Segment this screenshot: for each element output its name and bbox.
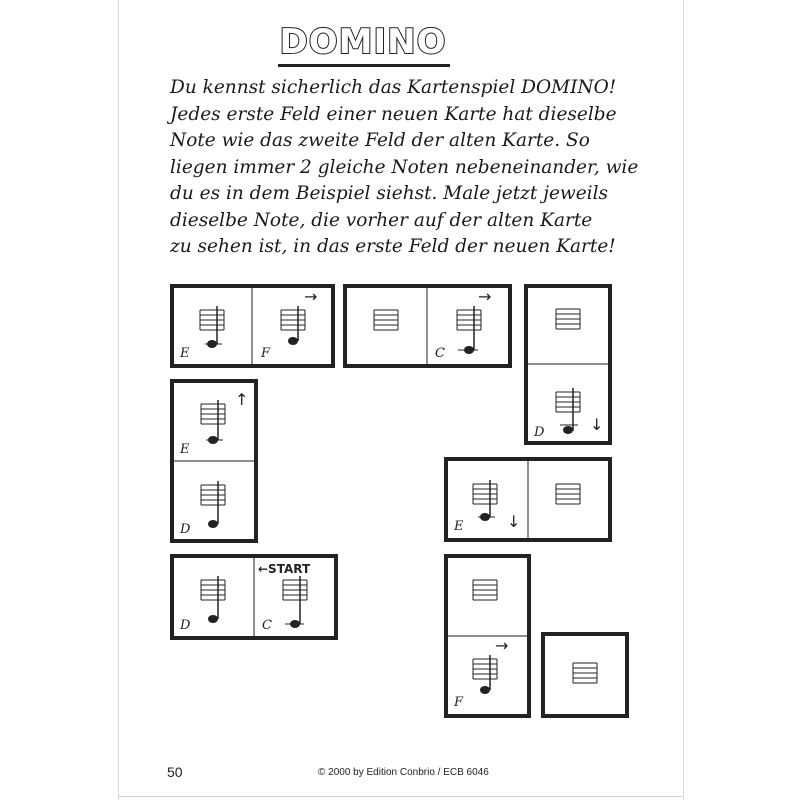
page-title: DOMINO [279,22,447,62]
note-label: E [454,519,464,534]
note-label: F [261,346,271,361]
note-label: C [435,346,445,361]
instruction-line: liegen immer 2 gleiche Noten nebeneinander, wie [170,156,639,178]
arrow-down-icon: ↓ [590,415,604,434]
note-head [207,340,217,348]
note-label: D [180,522,191,537]
note-label: D [534,425,545,440]
domino-card-1 [172,286,333,366]
arrow-up-icon: ↑ [235,390,249,409]
domino-card-2 [345,286,510,366]
instruction-line: Du kennst sicherlich das Kartenspiel DOMINO! [170,77,617,98]
note-head [563,426,573,434]
note-label: E [180,442,190,457]
domino-card-8 [543,634,627,716]
arrow-right-icon: → [304,287,318,306]
domino-card-7 [446,556,529,716]
note-head [208,615,218,623]
arrow-right-icon: → [478,287,492,306]
note-head [480,513,490,521]
note-head [208,436,218,444]
note-head [464,346,474,354]
instruction-line: du es in dem Beispiel siehst. Male jetzt jeweils [170,183,609,204]
note-label: D [180,618,191,633]
start-label: ←START [258,562,311,576]
instruction-line: zu sehen ist, in das erste Feld der neuen Karte! [170,236,616,257]
note-label: C [262,618,272,633]
note-head [288,337,298,345]
note-head [480,686,490,694]
note-head [290,620,300,628]
instruction-line: Jedes erste Feld einer neuen Karte hat dieselbe [170,103,617,125]
arrow-down-icon: ↓ [507,512,521,531]
note-label: F [454,695,464,710]
domino-card-3 [526,286,610,443]
arrow-right-icon: → [495,636,509,655]
note-head [208,520,218,528]
domino-card-5 [446,459,610,540]
domino-card-6 [172,556,336,638]
copyright-text: © 2000 by Edition Conbrio / ECB 6046 [318,767,489,778]
domino-card-4 [172,381,256,541]
instruction-line: Note wie das zweite Feld der alten Karte. So [170,130,590,151]
instruction-line: dieselbe Note, die vorher auf der alten Karte [170,209,593,231]
page-number: 50 [167,764,183,780]
note-label: E [180,346,190,361]
